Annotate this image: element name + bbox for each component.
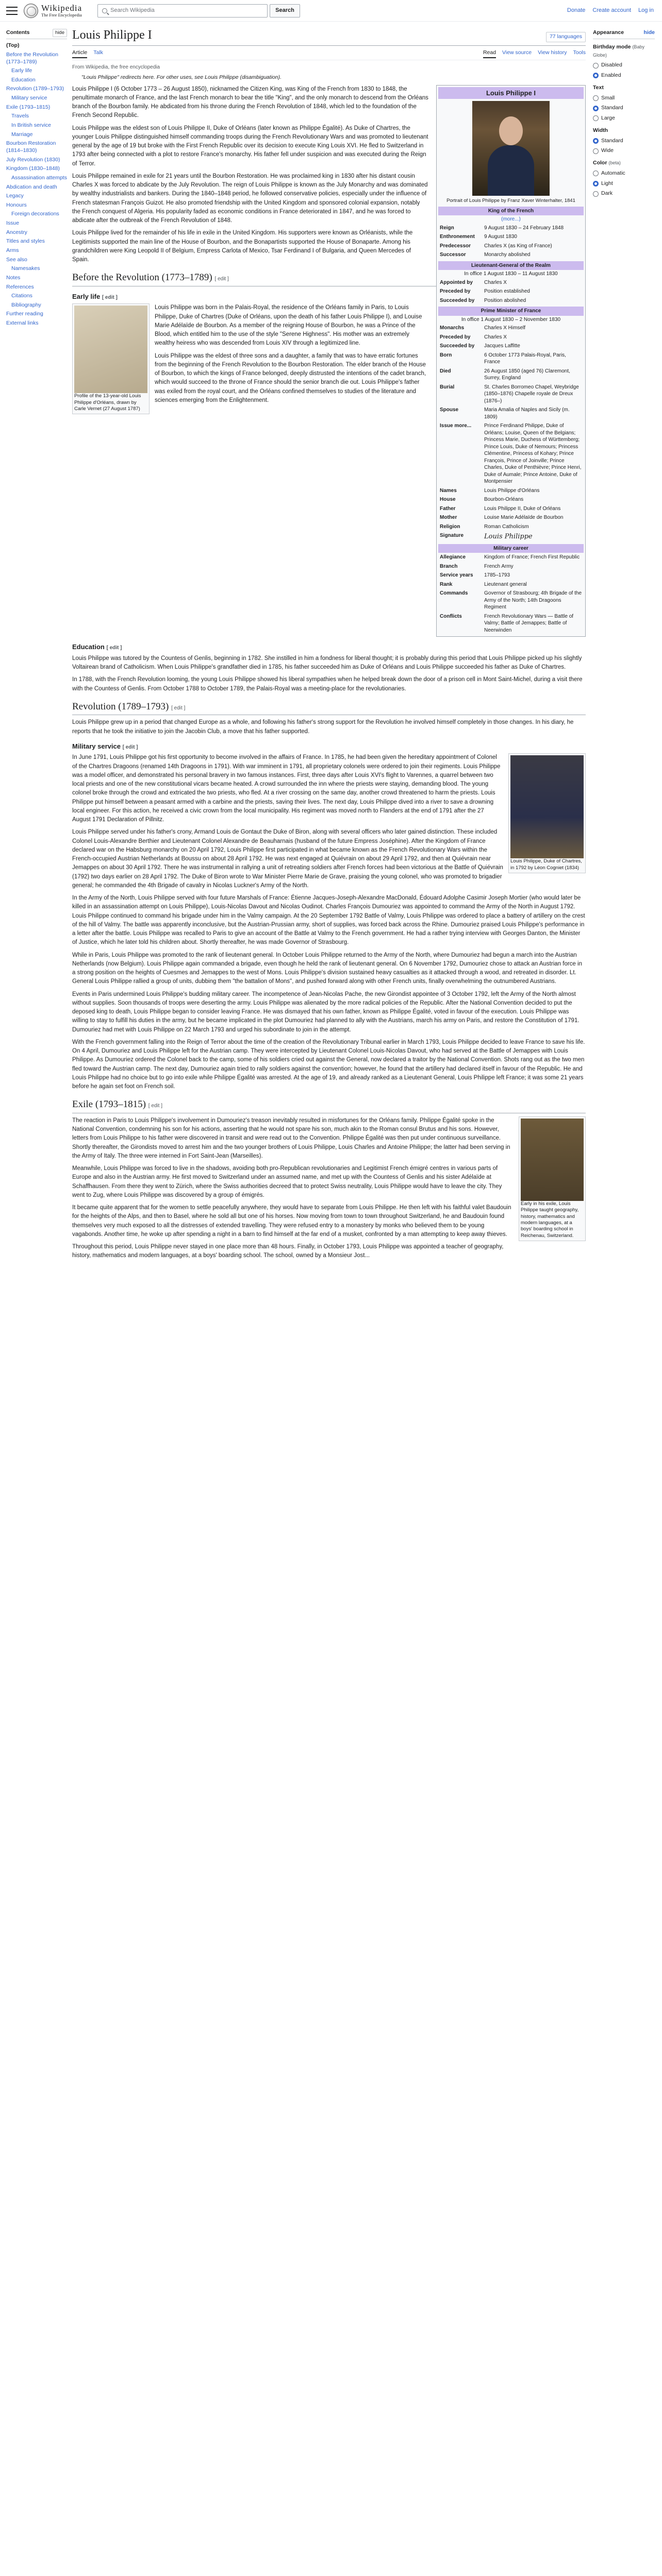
paragraph: Louis Philippe was the eldest son of Louis Philippe II, Duke of Orléans (later known as Philippe Égalité). As Duke of Chartres, the younger Louis Philippe distinguished himself commanding troops during the French Revolutionary Wars and was promoted to lieutenant general by the age of 19 but broke with the First French Republic over its decision to execute King Louis XVI. He fled to Switzerland in 1793 after being connected with a plot to restore France's monarchy. His father fell under suspicion and was executed during the Reign of Terror. xyxy=(72,125,428,167)
infobox-band-lieutenant-sub: In office 1 August 1830 – 11 August 1830 xyxy=(464,271,558,277)
infobox-row xyxy=(438,589,584,612)
infobox-row xyxy=(438,562,584,571)
infobox-value: Lieutenant general xyxy=(484,581,527,587)
appearance-option[interactable] xyxy=(593,190,655,198)
infobox-value: 9 August 1830 xyxy=(484,234,517,240)
infobox-row xyxy=(438,522,584,532)
infobox-label: Issue more... xyxy=(440,423,472,429)
donate-link[interactable]: Donate xyxy=(567,7,586,13)
appearance-option[interactable] xyxy=(593,72,655,80)
paragraph: Louis Philippe served under his father's crony, Armand Louis de Gontaut the Duke of Biron, along with several officers who later gained distinction. These included Colonel Louis-Alexandre Berthier and Lieutenant Colonel Alexandre de Beauharnais (husband of the future Empress Joséphine). After the Kingdom of France declared war on the Habsburg monarchy on 20 April 1792, Louis Philippe first participated in what became known as the French Revolutionary Wars within the French-occupied Austrian Netherlands at Boussu on about 28 April 1792. He was next engaged at Quiévrain on about 29 April 1792, and then at Quiévrain near Jemappes on about 30 April 1792. There he was instrumental in rallying a unit of retreating soldiers after French forces had been victorious at the Battle of Quiévrain (1792) two days earlier on 28 April 1792. The Duke of Biron wrote to War Minister Pierre Marie de Grave, praising the young colonel, who was promoted to brigadier general; he commanded the 4th Brigade of cavalry in Nicolas Luckner's Army of the North. xyxy=(72,829,503,889)
toc-item[interactable]: Bibliography xyxy=(11,301,41,308)
infobox-row xyxy=(438,405,584,421)
infobox-label: Preceded by xyxy=(440,289,471,295)
toc-item[interactable]: Legacy xyxy=(6,193,24,199)
infobox-value: 9 August 1830 – 24 February 1848 xyxy=(484,225,564,231)
logo-tagline: The Free Encyclopedia xyxy=(41,12,82,18)
infobox-label: Born xyxy=(440,352,452,358)
radio-icon[interactable] xyxy=(593,95,599,101)
infobox-label: Religion xyxy=(440,523,460,530)
toc-item[interactable]: Foreign decorations xyxy=(11,211,59,217)
appearance-section xyxy=(593,43,655,80)
main-content xyxy=(72,26,586,1264)
appearance-title: Appearance xyxy=(593,29,624,36)
appearance-option-label: Light xyxy=(601,180,613,187)
table-of-contents xyxy=(6,29,67,329)
appearance-panel xyxy=(593,29,655,200)
toc-item[interactable]: Issue xyxy=(6,220,20,227)
infobox-row xyxy=(438,367,584,383)
infobox-label: Successor xyxy=(440,252,466,258)
infobox-label: Preceded by xyxy=(440,334,471,340)
edit-link[interactable]: [ edit ] xyxy=(102,294,118,300)
appearance-option-label: Large xyxy=(601,115,615,121)
infobox-label: Conflicts xyxy=(440,613,462,619)
toc-item[interactable]: External links xyxy=(6,320,39,327)
appearance-option[interactable] xyxy=(593,137,655,145)
section-education xyxy=(72,642,586,652)
paragraph: Louis Philippe grew up in a period that changed Europe as a whole, and following his father's strong support for the Revolution he involved himself completely in those changes. In his diary, he reports that he took the initiative to join the Jacobin Club, a move that his father supported. xyxy=(72,719,574,735)
toc-item[interactable]: (Top) xyxy=(6,42,20,49)
globe-icon xyxy=(24,4,38,18)
appearance-option-label: Wide xyxy=(601,147,614,154)
edit-link[interactable]: [ edit ] xyxy=(122,744,138,750)
tab-article[interactable]: Article xyxy=(72,49,87,58)
section-revolution-title: Revolution (1789–1793) xyxy=(72,701,169,712)
toc-item[interactable]: See also xyxy=(6,256,27,263)
toc-item[interactable]: Ancestry xyxy=(6,229,27,235)
radio-icon[interactable] xyxy=(593,181,599,187)
tagline: From Wikipedia, the free encyclopedia xyxy=(72,64,160,70)
infobox-value: Charles X (as King of France) xyxy=(484,243,552,249)
infobox-row xyxy=(438,421,584,486)
infobox xyxy=(436,85,586,637)
infobox-band-pm: Prime Minister of France xyxy=(438,307,584,316)
toc-item[interactable]: Travels xyxy=(11,113,29,120)
infobox-value: St. Charles Borromeo Chapel, Weybridge (1850–1876) Chapelle royale de Dreux (1876–) xyxy=(484,384,579,404)
search-placeholder: Search Wikipedia xyxy=(110,7,155,14)
appearance-option-label: Enabled xyxy=(601,72,621,78)
section-early-title: Early life xyxy=(72,292,101,300)
page-title: Louis Philippe I xyxy=(72,28,152,42)
appearance-option[interactable] xyxy=(593,94,655,103)
infobox-value: 1785–1793 xyxy=(484,572,510,579)
infobox-value: Louis Philippe II, Duke of Orléans xyxy=(484,505,561,512)
infobox-row xyxy=(438,531,584,543)
infobox-value: Charles X xyxy=(484,279,507,285)
hatnote: "Louis Philippe" redirects here. For other uses, see Louis Philippe (disambiguation). xyxy=(81,74,282,80)
paragraph: Throughout this period, Louis Philippe never stayed in one place more than 48 hours. Finally, in October 1793, Louis Philippe was appointed a teacher of geography, history, mathematics and modern languages, at a boys' boarding school. The school, owned by a Monsieur Jost... xyxy=(72,1244,504,1259)
radio-icon[interactable] xyxy=(593,148,599,154)
tab-talk[interactable]: Talk xyxy=(93,49,103,56)
paragraph: Louis Philippe remained in exile for 21 years until the Bourbon Restoration. He was proclaimed king in 1830 after his distant cousin Charles X was forced to abdicate by the July Revolution. The reign of Louis Philippe is known as the July Monarchy and was dominated by wealthy industrialists and bankers. During the 1840–1848 period, he followed conservative policies, especially under the influence of French statesman François Guizot. He also promoted friendship with the United Kingdom and sponsored colonial expansion, notably the French conquest of Algeria. His popularity faded as economic conditions in France deteriorated in 1847, and he was forced to abdicate after the outbreak of the French Revolution of 1848. xyxy=(72,173,428,224)
toc-item[interactable]: Bourbon Restoration (1814–1830) xyxy=(6,140,56,154)
infobox-label: Branch xyxy=(440,563,458,569)
portrait-caption: Portrait of Louis Philippe by Franz Xaver Winterhalter, 1841 xyxy=(446,198,575,204)
exile-image[interactable] xyxy=(521,1118,584,1201)
infobox-label: Succeeded by xyxy=(440,297,475,303)
infobox-band-pm-sub: In office 1 August 1830 – 2 November 1830 xyxy=(461,316,561,323)
paragraph: Louis Philippe I (6 October 1773 – 26 August 1850), nicknamed the Citizen King, was King of the French from 1830 to 1848, the penultimate monarch of France, and the last French monarch to bear the title "King", and the only monarch to descend from the Orléans branch of the Bourbon family. He abdicated from his throne during the French Revolution of 1848, which led to the foundation of the French Second Republic. xyxy=(72,86,428,119)
radio-icon[interactable] xyxy=(593,171,599,176)
infobox-label: Signature xyxy=(440,533,464,539)
appearance-section-title xyxy=(593,127,655,135)
article-body xyxy=(72,85,586,1261)
infobox-label: Reign xyxy=(440,225,454,231)
infobox-row xyxy=(438,486,584,496)
tab-view-history[interactable]: View history xyxy=(538,49,567,56)
infobox-value: 6 October 1773 Palais-Royal, Paris, France xyxy=(484,352,566,365)
appearance-option[interactable] xyxy=(593,147,655,155)
toc-item[interactable]: Revolution (1789–1793) xyxy=(6,86,64,92)
appearance-section-note: (beta) xyxy=(608,160,621,165)
radio-icon[interactable] xyxy=(593,106,599,111)
paragraph: Meanwhile, Louis Philippe was forced to live in the shadows, avoiding both pro-Republican revolutionaries and Legitimist French émigré centres in various parts of Europe and also in the Austrian army. He first moved to Switzerland under an assumed name, and met up with the Countess of Genlis and his sister Adélaïde at Schaffhausen. From there they went to Zürich, where the Swiss authorities decreed that to protect Swiss neutrality, Louis Philippe would have to leave the city. They went to Zug, where Louis Philippe was discovered by a group of émigrés. xyxy=(72,1165,502,1198)
paragraph: Louis Philippe was the eldest of three sons and a daughter, a family that was to have erratic fortunes from the beginning of the French Revolution to the Bourbon Restoration. The elder branch of the House of Bourbon, to which the kings of France belonged, deeply distrusted the intentions of the cadet branch, which would succeed to the throne of France should the senior branch die out. Louis Philippe's father was exiled from the royal court, and the Orléans confined themselves to studies of the literature and sciences emerging from the Enlightenment. xyxy=(155,352,426,403)
appearance-option-label: Dark xyxy=(601,190,613,197)
military-caption: Louis Philippe, Duke of Chartres, in 1792 by Léon Cogniet (1834) xyxy=(510,858,582,871)
toc-title: Contents xyxy=(6,29,30,36)
paragraph: In 1788, with the French Revolution looming, the young Louis Philippe showed his liberal sympathies when he helped break down the door of a prison cell in Mont Saint-Michel, during a visit there with the Countess of Genlis. From October 1788 to October 1789, the Palais-Royal was a meeting-place for the revolutionaries. xyxy=(72,676,583,692)
toc-item[interactable]: July Revolution (1830) xyxy=(6,156,60,163)
infobox-row xyxy=(438,553,584,562)
infobox-row xyxy=(438,324,584,333)
infobox-row xyxy=(438,278,584,287)
infobox-label: Commands xyxy=(440,590,468,597)
portrait-image[interactable] xyxy=(472,101,550,196)
logo-name: Wikipedia xyxy=(41,3,82,13)
appearance-section-title xyxy=(593,84,655,92)
infobox-value: Kingdom of France; French First Republic xyxy=(484,554,580,561)
create-account-link[interactable]: Create account xyxy=(592,7,632,13)
appearance-option-label: Small xyxy=(601,94,615,101)
toc-item[interactable]: Kingdom (1830–1848) xyxy=(6,165,60,172)
infobox-value: French Army xyxy=(484,563,514,569)
paragraph: Events in Paris undermined Louis Philippe's budding military career. The incompetence of Jean-Nicolas Pache, the new Girondist appointee of 3 October 1792, left the Army of the North almost without supplies. Soon thousands of troops were deserting the army. Louis Philippe was alienated by the more radical policies of the Republic. After the National Convention decided to put the deposed king to death, Louis Philippe began to consider leaving France. He was dismayed that his own father, known as Philippe Égalité, voted in favour of the execution. Louis Philippe was willing to stay to fulfill his duties in the army, but he became implicated in the plot Dumouriez had planned to ally with the Austrians, march his army on Paris, and restore the Constitution of 1791. Dumouriez had met with Louis Philippe on 22 March 1793 and urged his subordinate to join in the attempt. xyxy=(72,991,580,1033)
site-header xyxy=(0,0,662,22)
log-in-link[interactable]: Log in xyxy=(638,7,654,13)
infobox-row xyxy=(438,232,584,242)
paragraph: It became quite apparent that for the women to settle peacefully anywhere, they would have to separate from Louis Philippe. He then left with his faithful valet Baudouin for the heights of the Alps, and then to Basel, where he sold all but one of his horses. Now moving from town to town throughout Switzerland, he and Baudouin found themselves very much exposed to all the distresses of extended travelling. They were refused entry to a monastery by monks who believed them to be young vagabonds. Another time, he woke up after spending a night in a barn to find himself at the far end of a musket, confronted by a man attempting to keep away thieves. xyxy=(72,1205,511,1238)
toc-item[interactable]: Marriage xyxy=(11,131,33,138)
tab-read[interactable]: Read xyxy=(483,49,496,58)
appearance-option[interactable] xyxy=(593,61,655,70)
edit-link[interactable]: [ edit ] xyxy=(171,705,186,711)
paragraph: Louis Philippe was born in the Palais-Royal, the residence of the Orléans family in Paris, to Louis Philippe, Duke of Chartres (Duke of Orléans, upon the death of his father Louis Philippe I), and Louise Marie Adélaïde de Bourbon. As a member of the reigning House of Bourbon, he was a Prince of the Blood, which entitled him to the use of the style "Serene Highness". His mother was an extremely wealthy heiress who was descended from Louis XIV through a legitimized line. xyxy=(155,304,422,347)
search-input[interactable] xyxy=(97,4,268,18)
section-exile-title: Exile (1793–1815) xyxy=(72,1099,146,1110)
toc-item[interactable]: Honours xyxy=(6,201,27,208)
military-figure xyxy=(508,753,586,873)
appearance-option-label: Disabled xyxy=(601,62,622,69)
toc-item[interactable]: Early life xyxy=(11,67,32,74)
infobox-label: Enthronement xyxy=(440,234,475,240)
military-image[interactable] xyxy=(510,755,584,858)
infobox-value: Governor of Strasbourg; 4th Brigade of the Army of the North; 14th Dragoons Regiment xyxy=(484,590,582,611)
infobox-label: Spouse xyxy=(440,407,459,413)
infobox-label: Monarchs xyxy=(440,325,465,331)
paragraph: With the French government falling into the Reign of Terror about the time of the creation of the Revolutionary Tribunal earlier in March 1793, Louis Philippe decided to leave France to save his life. On 4 April, Dumouriez and Louis Philippe left for the Austrian camp. They were intercepted by Lieutenant Colonel Louis-Nicolas Davout, who had served at the Battle of Jemappes with Louis Philippe. As Dumouriez ordered the Colonel back to the camp, some of his soldiers cried out against the General, now declared a traitor by the National Convention. Shots rang out as the two men fled toward the Austrian camp. The next day, Dumouriez again tried to rally soldiers against the convention; however, he found that the artillery had declared itself in favour of the Republic. He and Louis Philippe had no choice but to go into exile while Philippe Égalité was arrested. At the age of 19, and already ranked as a Lieutenant General, Louis Philippe left France; it was some 21 years before he again set foot on French soil. xyxy=(72,1039,585,1090)
infobox-band-king-more[interactable]: (more...) xyxy=(501,216,521,223)
appearance-hide-button[interactable]: hide xyxy=(643,29,655,36)
infobox-row xyxy=(438,342,584,351)
section-military xyxy=(72,741,586,752)
radio-icon[interactable] xyxy=(593,191,599,197)
infobox-label: Allegiance xyxy=(440,554,466,561)
infobox-value: Position abolished xyxy=(484,297,526,303)
edit-link[interactable]: [ edit ] xyxy=(106,645,122,651)
infobox-row xyxy=(438,495,584,504)
infobox-value: Maria Amalia of Naples and Sicily (m. 1809) xyxy=(484,407,570,420)
toc-item[interactable]: Arms xyxy=(6,247,19,253)
infobox-value: Prince Ferdinand Philippe, Duke of Orléans; Louise, Queen of the Belgians; Princess Marie, Duchess of Württemberg; Prince Louis, Duke of Nemours; Princess Clémentine, Princess of Kohary; Prince François, Prince of Joinville; Prince Charles, Duke of Penthièvre; Prince Henri, Duke of Aumale; Prince Antoine, Duke of Montpensier xyxy=(484,423,582,485)
user-links xyxy=(567,6,654,15)
appearance-option[interactable] xyxy=(593,104,655,112)
infobox-value: Charles X Himself xyxy=(484,325,526,331)
page-tabs xyxy=(72,49,586,60)
infobox-title: Louis Philippe I xyxy=(438,87,584,99)
exile-figure xyxy=(519,1116,586,1241)
infobox-label: Predecessor xyxy=(440,243,471,249)
infobox-row xyxy=(438,571,584,580)
toc-item[interactable]: Titles and styles xyxy=(6,238,45,245)
infobox-row xyxy=(438,287,584,296)
infobox-value: Louise Marie Adélaïde de Bourbon xyxy=(484,515,564,521)
toc-item[interactable]: References xyxy=(6,283,34,290)
early-life-figure xyxy=(72,303,150,414)
infobox-label: Died xyxy=(440,368,451,374)
infobox-row xyxy=(438,580,584,589)
infobox-row xyxy=(438,224,584,233)
infobox-row xyxy=(438,351,584,367)
appearance-section xyxy=(593,127,655,155)
appearance-option-label: Automatic xyxy=(601,170,625,176)
infobox-row xyxy=(438,242,584,251)
infobox-value: Monarchy abolished xyxy=(484,252,531,258)
appearance-option[interactable] xyxy=(593,180,655,188)
search-button[interactable]: Search xyxy=(270,4,300,18)
infobox-value: Roman Catholicism xyxy=(484,523,529,530)
edit-link[interactable]: [ edit ] xyxy=(148,1103,163,1109)
paragraph: In June 1791, Louis Philippe got his first opportunity to become involved in the affairs of France. In 1785, he had been given the hereditary appointment of Colonel of the Chartres Dragoons (renamed 14th Dragoons in 1791). With war imminent in 1791, all proprietary colonels were ordered to join their regiments. Louis Philippe was a model officer, and demonstrated his personal bravery in two famous instances. First, three days after Louis XVI's flight to Varennes, a quarrel between two local priests and one of the new constitutional vicars became heated. A crowd surrounded the inn where the priests were staying, demanding blood. The young colonel broke through the crowd and extricated the two priests, who fled. At a river crossing on the same day, another crowd threatened to harm the priests. Louis Philippe put himself between a peasant armed with a carbine and the priests, saving their lives. The next day, Louis Philippe dived into a river to save a drowning local engineer. For this action, he received a civic crown from the local municipality. His regiment was moved north to Flanders at the end of 1791 after the 27 August 1791 Declaration of Pillnitz. xyxy=(72,754,501,823)
appearance-section-label: Birthday mode xyxy=(593,43,631,50)
appearance-option-label: Standard xyxy=(601,105,623,111)
toc-item[interactable]: Further reading xyxy=(6,311,43,317)
toc-item[interactable]: Notes xyxy=(6,274,21,281)
toc-item[interactable]: In British service xyxy=(11,122,52,129)
toc-item[interactable]: Namesakes xyxy=(11,265,40,272)
toc-item[interactable]: Education xyxy=(11,76,36,83)
radio-icon[interactable] xyxy=(593,115,599,121)
infobox-value: Bourbon-Orléans xyxy=(484,497,524,503)
infobox-row xyxy=(438,513,584,522)
infobox-row xyxy=(438,504,584,514)
infobox-value: Louis Philippe d'Orléans xyxy=(484,487,540,494)
infobox-row xyxy=(438,333,584,342)
infobox-label: Appointed by xyxy=(440,279,473,285)
infobox-label: Succeeded by xyxy=(440,343,475,349)
appearance-section-title xyxy=(593,43,655,60)
appearance-section-label: Width xyxy=(593,127,608,133)
section-revolution xyxy=(72,700,586,716)
infobox-band-military: Military career xyxy=(438,544,584,553)
infobox-row xyxy=(438,296,584,306)
infobox-label: Service years xyxy=(440,572,473,579)
infobox-label: House xyxy=(440,497,456,503)
infobox-value: Jacques Laffitte xyxy=(484,343,520,349)
section-before-title: Before the Revolution (1773–1789) xyxy=(72,272,212,283)
edit-link[interactable]: [ edit ] xyxy=(214,276,229,282)
radio-icon[interactable] xyxy=(593,73,599,78)
appearance-section-title xyxy=(593,159,655,167)
infobox-row xyxy=(438,250,584,260)
infobox-row xyxy=(438,383,584,406)
infobox-label: Names xyxy=(440,487,457,494)
paragraph: Louis Philippe was tutored by the Countess of Genlis, beginning in 1782. She instilled in him a fondness for liberal thought; it is probably during this period that Louis Philippe picked up his slightly Voltairean brand of Catholicism. When Louis Philippe's grandfather died in 1785, his father succeeded him as Duke of Orléans and Louis Philippe succeeded his father as Duke of Chartres. xyxy=(72,655,582,671)
paragraph: Louis Philippe lived for the remainder of his life in exile in the United Kingdom. His supporters were known as Orléanists, while the Legitimists supported the main line of the House of Bourbon, and the Bonapartists supported the House of Bonaparte. Among his grandchildren were King Leopold II of Belgium, Empress Carlota of Mexico, Tsar Ferdinand I of Bulgaria, and Queen Mercedes of Spain. xyxy=(72,230,413,263)
toc-item[interactable]: Assassination attempts xyxy=(11,174,67,181)
paragraph: In the Army of the North, Louis Philippe served with four future Marshals of France: Étienne Jacques-Joseph-Alexandre MacDonald, Édouard Adolphe Casimir Joseph Mortier (who would later be killed in an assassination attempt on Louis Philippe), Louis-Nicolas Davout and Nicolas Oudinot. Charles François Dumouriez was appointed to command the Army of the North in August 1792. Louis Philippe continued to command his brigade under him in the Valmy campaign. At the 20 September 1792 Battle of Valmy, Louis Philippe was ordered to place a battery of artillery on the crest of the hill of Valmy. The battle was apparently inconclusive, but the Austrian-Prussian army, short of supplies, was forced back across the Rhine. Dumouriez praised Louis Philippe's performance in a letter after the battle. Louis Philippe was recalled to Paris to give an account of the Battle at Valmy to the French government. He had a rather trying interview with Georges Danton, the Minister of Justice, which he later told his children about. Shortly thereafter, he was made Governor of Strasbourg. xyxy=(72,895,585,946)
infobox-value: 26 August 1850 (aged 76) Claremont, Surrey, England xyxy=(484,368,570,381)
appearance-section xyxy=(593,84,655,123)
search-icon xyxy=(102,8,107,13)
infobox-label: Rank xyxy=(440,581,453,587)
appearance-section-label: Text xyxy=(593,84,604,91)
radio-icon[interactable] xyxy=(593,138,599,144)
toc-item[interactable]: Citations xyxy=(11,293,32,299)
main-menu-icon[interactable] xyxy=(6,7,18,15)
toc-item[interactable]: Abdication and death xyxy=(6,183,57,190)
paragraph: The reaction in Paris to Louis Philippe's involvement in Dumouriez's treason inevitably resulted in misfortunes for the Orléans family. Philippe Égalité spoke in the National Convention, condemning his son for his actions, asserting that he would not spare his son, much akin to the Roman consul Brutus and his sons. However, letters from Louis Philippe to his father were discovered in transit and were read out to the Convention. Philippe Égalité was then put under continuous surveillance. Shortly thereafter, the Girondists moved to arrest him and the two younger brothers of Louis Philippe, Louis Charles and Antoine Philippe; the latter had been serving in the Army of Italy. The three were interned in Fort Saint-Jean (Marseilles). xyxy=(72,1117,510,1159)
section-exile xyxy=(72,1097,586,1113)
section-military-title: Military service xyxy=(72,742,121,750)
wikipedia-logo[interactable] xyxy=(24,4,82,18)
appearance-section xyxy=(593,159,655,198)
toc-item[interactable]: Military service xyxy=(11,95,47,101)
toc-item[interactable]: Before the Revolution (1773–1789) xyxy=(6,51,58,65)
tab-view-source[interactable]: View source xyxy=(502,49,532,56)
infobox-label: Burial xyxy=(440,384,455,390)
infobox-band-lieutenant: Lieutenant-General of the Realm xyxy=(438,261,584,270)
appearance-option-label: Standard xyxy=(601,137,623,144)
infobox-value: French Revolutionary Wars — Battle of Valmy; Battle of Jemappes; Battle of Neerwinden xyxy=(484,613,574,633)
appearance-option[interactable] xyxy=(593,170,655,178)
paragraph: While in Paris, Louis Philippe was promoted to the rank of lieutenant general. In October Louis Philippe returned to the Army of the North, where Dumouriez had begun a march into the Austrian Netherlands (now Belgium). Louis Philippe again commanded a brigade, even though he held the rank of lieutenant general. On 6 November 1792, Dumouriez chose to attack an Austrian force in a strong position on the heights of Cuesmes and Jemappes to the west of Mons. Louis Philippe's division sustained heavy casualties as it attacked through a wood, and retreated in disorder. Lt. General Louis Philippe rallied a group of units, dubbing them "the battalion of Mons", and pushed forward along with other French units, finally overwhelming the outnumbered Austrians. xyxy=(72,952,582,985)
infobox-value: Louis Philippe xyxy=(484,533,533,541)
exile-caption: Early in his exile, Louis Philippe taught geography, history, mathematics and modern languages, at a boys' boarding school in Reichenau, Switzerland. xyxy=(521,1200,579,1239)
toc-hide-button[interactable]: hide xyxy=(53,29,67,37)
infobox-band-king: King of the French xyxy=(438,207,584,216)
section-education-title: Education xyxy=(72,643,105,651)
infobox-label: Father xyxy=(440,505,456,512)
appearance-section-note: (Baby Globe) xyxy=(593,44,644,58)
appearance-section-label: Color xyxy=(593,160,607,166)
infobox-row xyxy=(438,612,584,635)
language-button[interactable]: 77 languages xyxy=(546,32,586,42)
early-life-image[interactable] xyxy=(74,306,147,393)
toc-item[interactable]: Exile (1793–1815) xyxy=(6,104,51,110)
infobox-value: Position established xyxy=(484,289,530,295)
infobox-value: Charles X xyxy=(484,334,507,340)
appearance-option[interactable] xyxy=(593,114,655,123)
infobox-label: Mother xyxy=(440,515,457,521)
early-life-caption: Profile of the 13-year-old Louis Philippe d'Orléans, drawn by Carle Vernet (27 August 1787) xyxy=(74,393,141,412)
radio-icon[interactable] xyxy=(593,63,599,69)
tab-tools[interactable]: Tools xyxy=(573,49,586,56)
